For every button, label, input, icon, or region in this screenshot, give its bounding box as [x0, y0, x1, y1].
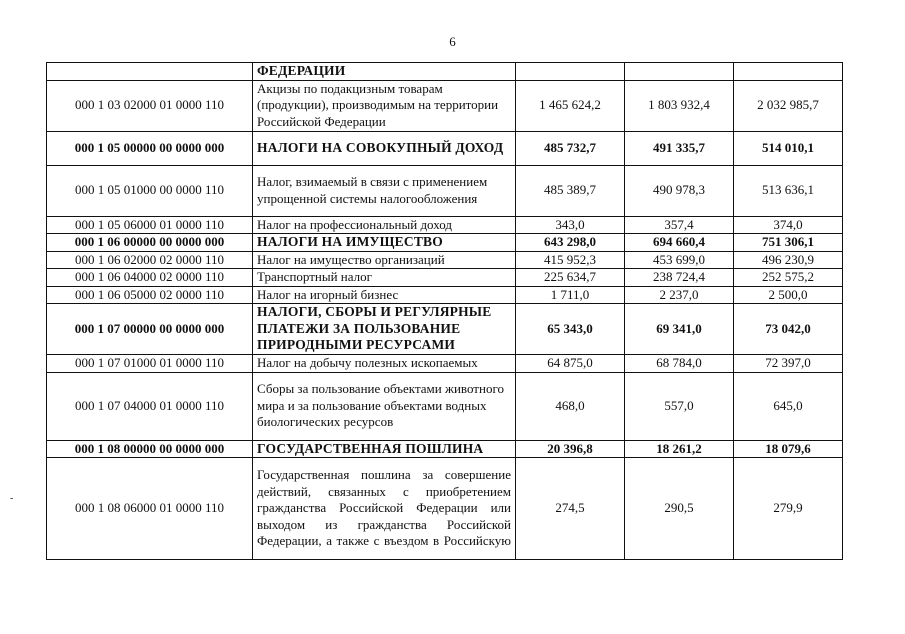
table-row: [47, 80, 843, 131]
row-value-2022-cell: 415 952,3: [516, 251, 625, 269]
row-name-cell: ФЕДЕРАЦИИ: [253, 63, 516, 81]
row-value-2022-cell: 20 396,8: [516, 440, 625, 458]
row-code-cell: 000 1 08 00000 00 0000 000: [47, 440, 253, 458]
row-value-2023-cell: 1 803 932,4: [625, 80, 734, 131]
budget-revenue-table: [46, 62, 843, 560]
row-name-cell: Налог на игорный бизнес: [253, 286, 516, 304]
row-code-cell: [47, 63, 253, 81]
row-value-2022-cell: 485 732,7: [516, 131, 625, 165]
table-row: [47, 251, 843, 269]
row-code-cell: 000 1 05 06000 01 0000 110: [47, 216, 253, 234]
row-name-cell: Налог на добычу полезных ископаемых: [253, 355, 516, 373]
row-code-cell: 000 1 05 01000 00 0000 110: [47, 165, 253, 216]
row-value-2022-cell: 468,0: [516, 372, 625, 440]
row-value-2023-cell: 2 237,0: [625, 286, 734, 304]
row-code-cell: 000 1 07 00000 00 0000 000: [47, 304, 253, 355]
row-code-cell: 000 1 05 00000 00 0000 000: [47, 131, 253, 165]
table-body: [47, 63, 843, 560]
row-name-cell: ГОСУДАРСТВЕННАЯ ПОШЛИНА: [253, 440, 516, 458]
row-value-2024-cell: 18 079,6: [734, 440, 843, 458]
table-row: [47, 304, 843, 355]
row-value-2024-cell: [734, 63, 843, 81]
row-name-cell: Налог, взимаемый в связи с применением упрощенной системы налогообложения: [253, 165, 516, 216]
row-name-cell: Государственная пошлина за совершение действий, связанных с приобретением гражданства Российской Федерации или выходом из гражданства Российской Федерации, а также с въездом в Российскую: [253, 458, 516, 560]
row-value-2024-cell: 2 500,0: [734, 286, 843, 304]
table-row: [47, 286, 843, 304]
row-name-cell: Транспортный налог: [253, 269, 516, 287]
row-value-2023-cell: 694 660,4: [625, 234, 734, 252]
row-value-2022-cell: 485 389,7: [516, 165, 625, 216]
row-value-2024-cell: 374,0: [734, 216, 843, 234]
row-value-2024-cell: 2 032 985,7: [734, 80, 843, 131]
row-value-2024-cell: 279,9: [734, 458, 843, 560]
row-name-cell: НАЛОГИ НА ИМУЩЕСТВО: [253, 234, 516, 252]
row-value-2023-cell: 557,0: [625, 372, 734, 440]
table-row: [47, 355, 843, 373]
row-value-2022-cell: 64 875,0: [516, 355, 625, 373]
row-value-2024-cell: 645,0: [734, 372, 843, 440]
row-name-cell: Сборы за пользование объектами животного мира и за пользование объектами водных биологических ресурсов: [253, 372, 516, 440]
row-value-2023-cell: 18 261,2: [625, 440, 734, 458]
row-value-2023-cell: [625, 63, 734, 81]
row-value-2024-cell: 751 306,1: [734, 234, 843, 252]
row-name-cell: Акцизы по подакцизным товарам (продукции), производимым на территории Российской Федерации: [253, 80, 516, 131]
row-code-cell: 000 1 06 02000 02 0000 110: [47, 251, 253, 269]
row-name-cell: НАЛОГИ НА СОВОКУПНЫЙ ДОХОД: [253, 131, 516, 165]
row-value-2022-cell: 343,0: [516, 216, 625, 234]
table-row: [47, 440, 843, 458]
row-value-2022-cell: 274,5: [516, 458, 625, 560]
row-value-2024-cell: 252 575,2: [734, 269, 843, 287]
row-value-2023-cell: 490 978,3: [625, 165, 734, 216]
table-row: [47, 131, 843, 165]
row-value-2023-cell: 68 784,0: [625, 355, 734, 373]
row-code-cell: 000 1 07 01000 01 0000 110: [47, 355, 253, 373]
page-number: 6: [449, 34, 456, 49]
row-value-2024-cell: 514 010,1: [734, 131, 843, 165]
row-value-2023-cell: 290,5: [625, 458, 734, 560]
row-name-cell: НАЛОГИ, СБОРЫ И РЕГУЛЯРНЫЕ ПЛАТЕЖИ ЗА ПОЛЬЗОВАНИЕ ПРИРОДНЫМИ РЕСУРСАМИ: [253, 304, 516, 355]
row-value-2022-cell: 225 634,7: [516, 269, 625, 287]
row-code-cell: 000 1 06 05000 02 0000 110: [47, 286, 253, 304]
row-code-cell: 000 1 08 06000 01 0000 110: [47, 458, 253, 560]
row-code-cell: 000 1 06 04000 02 0000 110: [47, 269, 253, 287]
row-value-2022-cell: 643 298,0: [516, 234, 625, 252]
table-row: [47, 63, 843, 81]
table-row: [47, 216, 843, 234]
row-value-2022-cell: [516, 63, 625, 81]
row-name-cell: Налог на профессиональный доход: [253, 216, 516, 234]
row-value-2023-cell: 491 335,7: [625, 131, 734, 165]
scan-mark: -: [10, 493, 14, 504]
row-value-2024-cell: 496 230,9: [734, 251, 843, 269]
row-value-2024-cell: 73 042,0: [734, 304, 843, 355]
table-row: [47, 165, 843, 216]
row-value-2022-cell: 65 343,0: [516, 304, 625, 355]
table-row: [47, 458, 843, 560]
table-row: [47, 234, 843, 252]
row-value-2022-cell: 1 465 624,2: [516, 80, 625, 131]
row-value-2023-cell: 238 724,4: [625, 269, 734, 287]
row-value-2024-cell: 72 397,0: [734, 355, 843, 373]
row-value-2023-cell: 453 699,0: [625, 251, 734, 269]
row-value-2023-cell: 69 341,0: [625, 304, 734, 355]
row-value-2023-cell: 357,4: [625, 216, 734, 234]
row-value-2024-cell: 513 636,1: [734, 165, 843, 216]
row-code-cell: 000 1 07 04000 01 0000 110: [47, 372, 253, 440]
table-row: [47, 372, 843, 440]
row-value-2022-cell: 1 711,0: [516, 286, 625, 304]
row-code-cell: 000 1 06 00000 00 0000 000: [47, 234, 253, 252]
table-row: [47, 269, 843, 287]
row-code-cell: 000 1 03 02000 01 0000 110: [47, 80, 253, 131]
row-name-cell: Налог на имущество организаций: [253, 251, 516, 269]
